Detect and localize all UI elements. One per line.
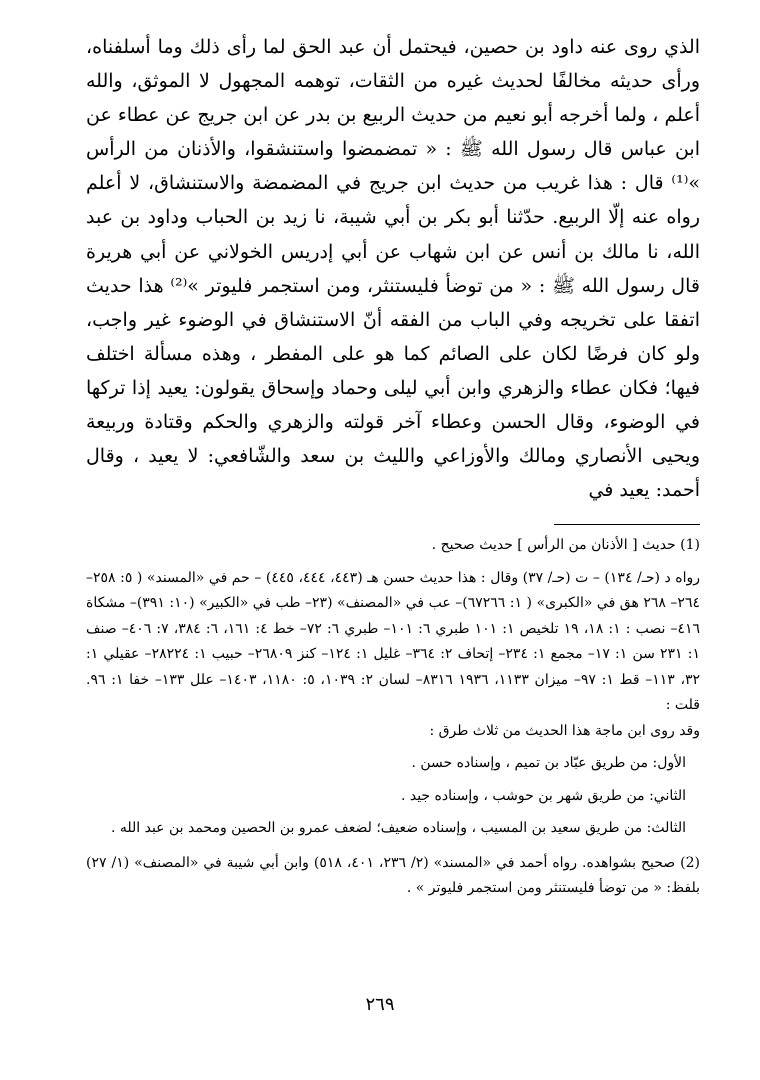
footnote-1-sources: رواه د (حـ/ ١٣٤) – ت (حـ/ ٣٧) وقال : هذا حديث حسن هـ (٤٤٣، ٤٤٤، ٤٤٥) – حم في «المسند» ( ٥: ٢٥٨– ٢٦٤– ٢٦٨ هق في «الكبرى» ( ١: ٦٧٢٦٦)– عب في «المصنف» (٢٣– طب في «الكبير» (١٠: ٣٩١)– مشكاة ٤١٦– نصب : ١: ١٨، ١٩ تلخيص ١: ١٠١ طبري ٦: ١٠١– طبري ٦: ٧٢– خط ٤: ١٦١، ٦: ٣٨٤، ٧: ٤٠٦– صنف ١: ٢٣١ سن ١: ١٧– مجمع ١: ٢٣٤– إتحاف ٢: ٣٦٤– غليل ١: ١٢٤– كنز ٢٦٨٠٩– حبيب ١: ٢٨٢٢٤– عقيلي ١: ٣٢، ١١٣– قط ١: ٩٧– ميزان ١١٣٣، ١٩٣٦ ٨٣١٦– لسان ٢: ١٠٣٩، ٥: ١١٨٠، ١٤٠٣– علل ١٣٣– خفا ١: ٩٦. قلت : bbox=[86, 569, 701, 714]
footnote-1-third-route: الثالث: من طريق سعيد بن المسيب ، وإسناده ضعيف؛ لضعف عمرو بن الحصين ومحمد بن عبد الله . bbox=[110, 820, 686, 837]
footnote-2: (2) صحيح بشواهده. رواه أحمد في «المسند» (٢/ ٢٣٦، ٤٠١، ٥١٨) وابن أبي شيبة في «المصنف» (١/ ٢٧) بلفظ: « من توضأ فليستنثر ومن استجمر فليوتر » . bbox=[86, 854, 701, 897]
footnote-1-note: وقد روى ابن ماجة هذا الحديث من ثلاث طرق : bbox=[429, 722, 700, 739]
footnote-1-second-route: الثاني: من طريق شهر بن حوشب ، وإسناده جيد . bbox=[400, 787, 686, 804]
page-number: ٢٦٩ bbox=[365, 994, 395, 1015]
footnotes-section bbox=[86, 533, 700, 902]
main-body-text bbox=[86, 30, 700, 507]
footnote-1-heading: (1) حديث [ الأذنان من الرأس ] حديث صحيح . bbox=[431, 537, 700, 554]
book-page bbox=[86, 30, 700, 1060]
footnote-1-first-route: الأول: من طريق عبّاد بن تميم ، وإسناده حسن . bbox=[411, 755, 686, 772]
footnote-separator bbox=[554, 524, 700, 525]
body-paragraph: الذي روى عنه داود بن حصين، فيحتمل أن عبد الحق لما رأى ذلك وما أسلفناه، ورأى حديثه مخالفًا لحديث غيره من الثقات، توهمه المجهول لا الموثق، والله أعلم ، ولما أخرجه أبو نعيم من حديث الربيع بن بدر عن ابن جريج عن عطاء عن ابن عباس قال رسول الله ﷺ : « تمضمضوا واستنشقوا، والأذنان من الرأس »⁽¹⁾ قال : هذا غريب من حديث ابن جريج في المضمضة والاستنشاق، لا أعلم رواه عنه إلّا الربيع. حدّثنا أبو بكر بن أبي شيبة، نا زيد بن الحباب وداود بن عبد الله، نا مالك بن أنس عن ابن شهاب عن أبي إدريس الخولاني عن أبي هريرة قال رسول الله ﷺ : « من توضأ فليستنثر، ومن استجمر فليوتر »⁽²⁾ هذا حديث اتفقا على تخريجه وفي الباب من الفقه أنّ الاستنشاق في الوضوء غير واجب، ولو كان فرضًا لكان على الصائم كما هو على المفطر ، وهذه مسألة اختلف فيها؛ فكان عطاء والزهري وابن أبي ليلى وحماد وإسحاق يقولون: يعيد إذا تركها في الوضوء، وقال الحسن وعطاء آخر قولته والزهري والحكم وقتادة وربيعة ويحيى الأنصاري ومالك والأوزاعي والليث بن سعد والشّافعي: لا يعيد ، وقال أحمد: يعيد في bbox=[86, 36, 700, 502]
